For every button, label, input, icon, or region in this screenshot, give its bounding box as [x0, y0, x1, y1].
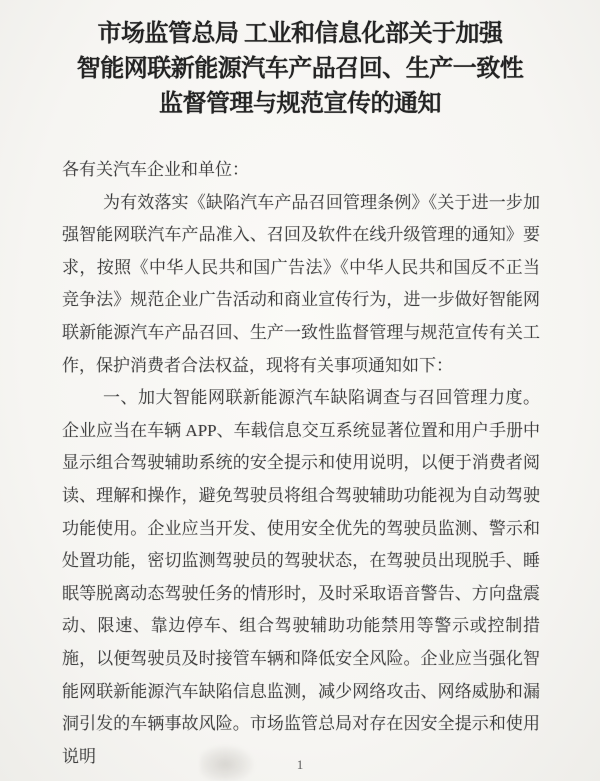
title-line-1: 市场监管总局 工业和信息化部关于加强: [97, 21, 503, 47]
document-body: [62, 154, 540, 773]
title-line-3: 监督管理与规范宣传的通知: [159, 91, 441, 117]
page-number: 1: [296, 757, 304, 772]
title-line-2: 智能网联新能源汽车产品召回、生产一致性: [76, 56, 524, 82]
document-title: [30, 17, 570, 122]
paragraph-2: 一、加大智能网联新能源汽车缺陷调查与召回管理力度。企业应当在车辆 APP、车载信息交互系统显著位置和用户手册中显示组合驾驶辅助系统的安全提示和使用说明，以便于消费者阅读、理解和操作，避免驾驶员将组合驾驶辅助功能视为自动驾驶功能使用。企业应当开发、使用安全优先的驾驶员监测、警示和处置功能，密切监测驾驶员的驾驶状态，在驾驶员出现脱手、睡眠等脱离动态驾驶任务的情形时，及时采取语音警告、方向盘震动、限速、靠边停车、组合驾驶辅助功能禁用等警示或控制措施，以便驾驶员及时接管车辆和降低安全风险。企业应当强化智能网联新能源汽车缺陷信息监测，减少网络攻击、网络威胁和漏洞引发的车辆事故风险。市场监管总局对存在因安全提示和使用说明: [62, 388, 540, 766]
paragraph-1: 为有效落实《缺陷汽车产品召回管理条例》《关于进一步加强智能网联汽车产品准入、召回及软件在线升级管理的通知》要求，按照《中华人民共和国广告法》《中华人民共和国反不正当竞争法》规范企业广告活动和商业宣传行为，进一步做好智能网联新能源汽车产品召回、生产一致性监督管理与规范宣传有关工作，保护消费者合法权益，现将有关事项通知如下：: [62, 192, 540, 375]
salutation: 各有关汽车企业和单位：: [62, 160, 249, 179]
